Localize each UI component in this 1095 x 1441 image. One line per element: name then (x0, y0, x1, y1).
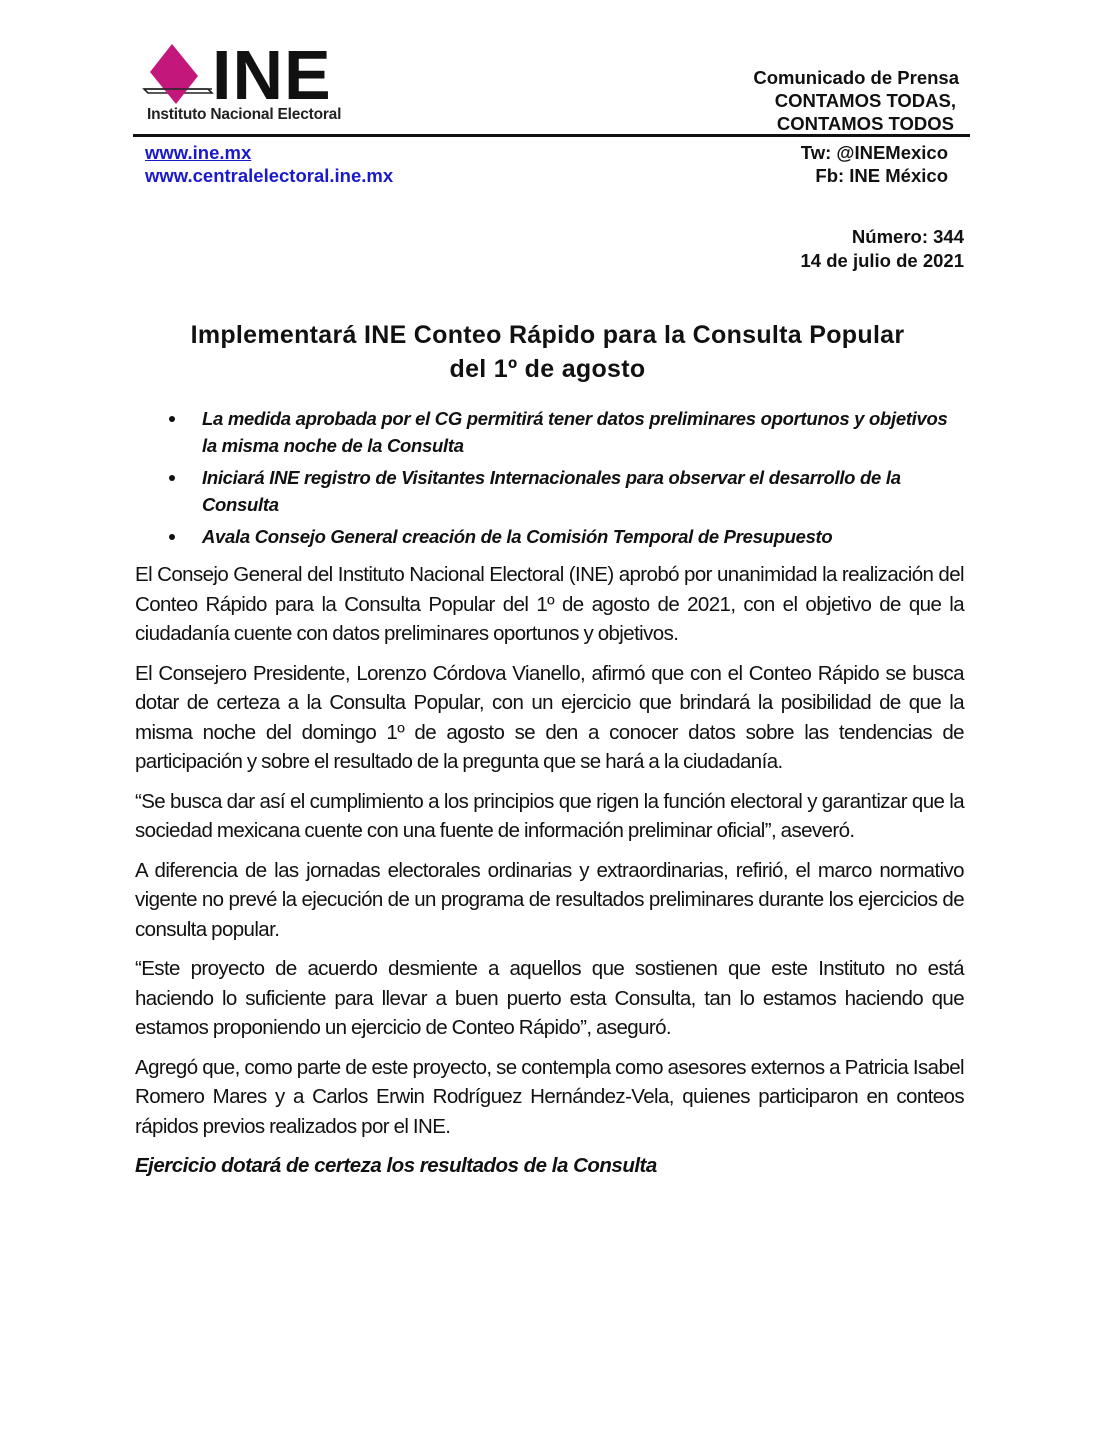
link-ine-mx[interactable]: www.ine.mx (145, 142, 252, 163)
highlight-text: Avala Consejo General creación de la Comisión Temporal de Presupuesto (202, 526, 833, 547)
release-date: 14 de julio de 2021 (800, 250, 964, 271)
ine-logo (142, 36, 362, 126)
highlight-item (165, 523, 967, 550)
paragraph: A diferencia de las jornadas electorales ordinarias y extraordinarias, refirió, el marco normativo vigente no prevé la ejecución de un programa de resultados preliminares durante los ejercicios de consulta popular. (135, 858, 964, 941)
ballot-box-diamond-icon (142, 42, 214, 106)
highlight-item (165, 464, 967, 518)
slogan-line-2: CONTAMOS TODOS (776, 113, 954, 134)
logo-wordmark: INE (212, 36, 332, 114)
slogan-line-1: CONTAMOS TODAS, (774, 90, 956, 111)
title-line-2: del 1º de agosto (449, 355, 646, 383)
paragraph: Agregó que, como parte de este proyecto, se contempla como asesores externos a Patricia Isabel Romero Mares y a Carlos Erwin Rodríguez Hernández-Vela, quienes participaron en conteos rápidos previos realizados por el INE. (135, 1055, 964, 1138)
paragraph: “Se busca dar así el cumplimiento a los principios que rigen la función electoral y garantizar que la sociedad mexicana cuente con una fuente de información preliminar oficial”, aseveró. (135, 789, 964, 842)
bullet-icon (169, 416, 175, 422)
highlight-item (165, 405, 967, 459)
header-divider (133, 134, 970, 137)
twitter-handle: Tw: @INEMexico (800, 142, 948, 163)
article-body (135, 560, 964, 1180)
logo-subtitle: Instituto Nacional Electoral (147, 106, 342, 123)
website-links (145, 141, 393, 187)
release-meta (801, 225, 965, 273)
bullet-icon (169, 475, 175, 481)
highlight-text: La medida aprobada por el CG permitirá tener datos preliminares oportunos y objetivos la misma noche de la Consulta (202, 408, 948, 456)
header-info (753, 66, 958, 135)
paragraph: El Consejero Presidente, Lorenzo Córdova Vianello, afirmó que con el Conteo Rápido se busca dotar de certeza a la Consulta Popular, con un ejercicio que brindará la posibilidad de que la misma noche del domingo 1º de agosto se den a conocer datos sobre las tendencias de participación y sobre el resultado de la pregunta que se hará a la ciudadanía. (135, 661, 964, 773)
doc-type: Comunicado de Prensa (753, 67, 959, 88)
paragraph: El Consejo General del Instituto Nacional Electoral (INE) aprobó por unanimidad la realización del Conteo Rápido para la Consulta Popular del 1º de agosto de 2021, con el objetivo de que la ciudadanía cuente con datos preliminares oportunos y objetivos. (135, 563, 964, 645)
page-title (130, 318, 965, 386)
paragraph: “Este proyecto de acuerdo desmiente a aquellos que sostienen que este Instituto no está haciendo lo suficiente para llevar a buen puerto esta Consulta, tan lo estamos haciendo que estamos proponiendo un ejercicio de Conteo Rápido”, aseguró. (135, 957, 964, 1039)
highlights-list (165, 405, 967, 555)
section-subheading: Ejercicio dotará de certeza los resultados de la Consulta (135, 1154, 657, 1177)
release-number: Número: 344 (851, 226, 964, 247)
social-handles (801, 141, 948, 187)
facebook-handle: Fb: INE México (815, 165, 948, 186)
highlight-text: Iniciará INE registro de Visitantes Internacionales para observar el desarrollo de la Consulta (202, 467, 901, 515)
link-central-electoral[interactable]: www.centralelectoral.ine.mx (145, 165, 394, 186)
title-line-1: Implementará INE Conteo Rápido para la Consulta Popular (190, 321, 905, 349)
bullet-icon (169, 534, 175, 540)
